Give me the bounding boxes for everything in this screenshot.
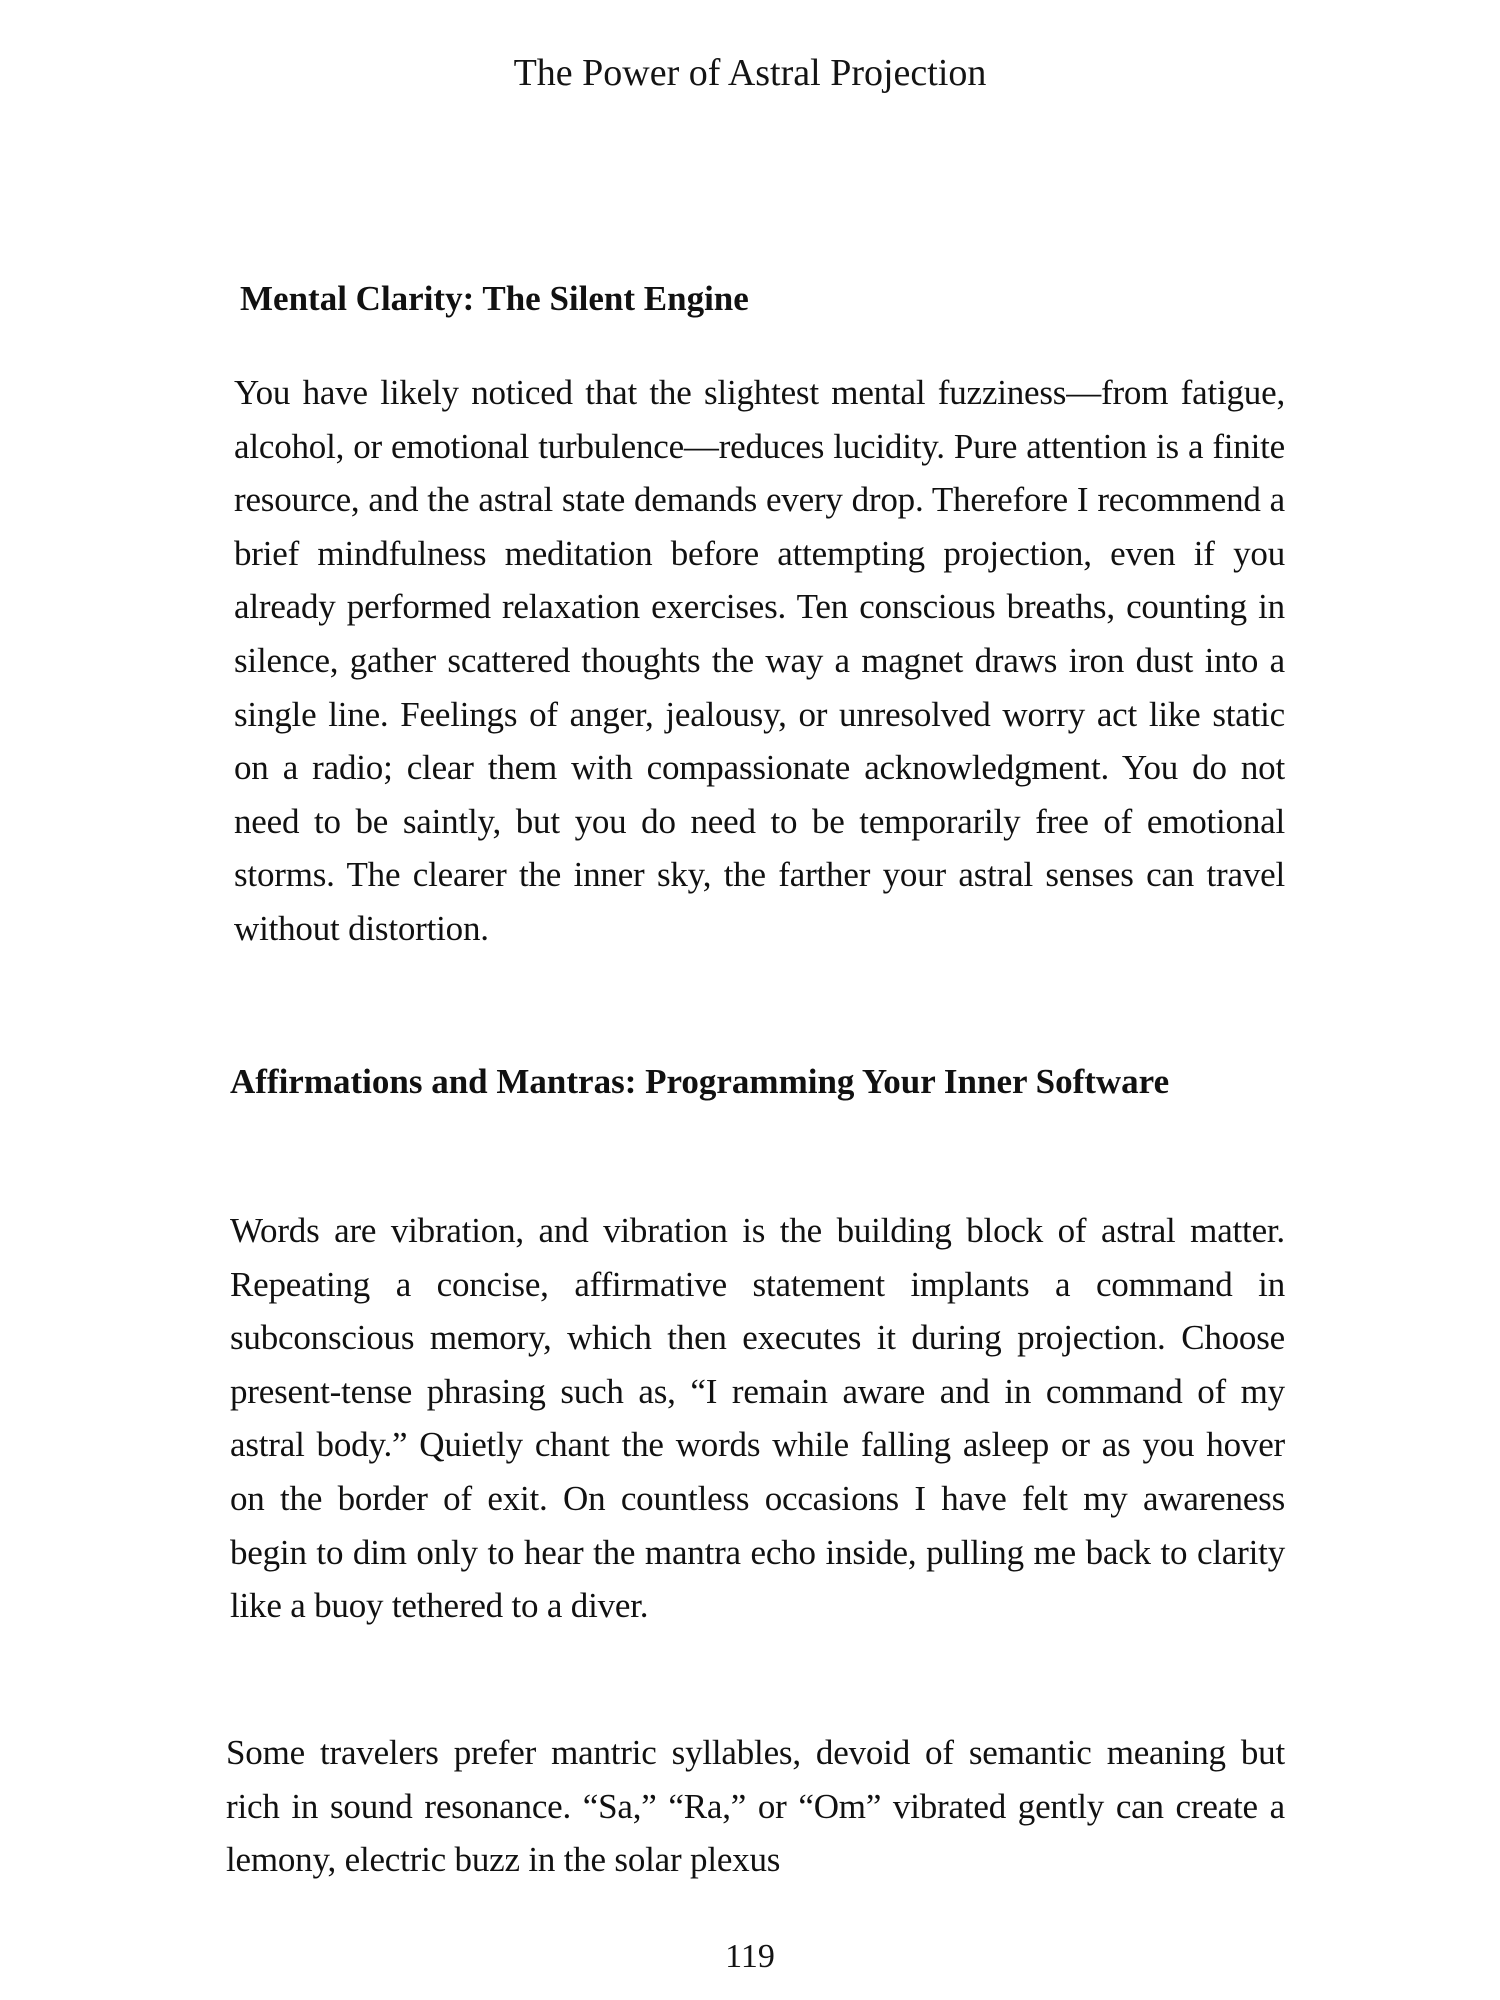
running-header: The Power of Astral Projection <box>513 52 987 94</box>
paragraph-affirmations: Words are vibration, and vibration is the building block of astral matter. Repeating a concise, affirmative statement implants a command in subconscious memory, which then executes it during projection. Choose present-tense phrasing such as, “I remain aware and in command of my astral body.” Quietly chant the words while falling asleep or as you hover on the border of exit. On countless occasions I have felt my awareness begin to dim only to hear the mantra echo inside, pulling me back to clarity like a buoy tethered to a diver. <box>230 1211 1285 1626</box>
paragraph-mental-clarity: You have likely noticed that the slightest mental fuzziness—from fatigue, alcohol, or emotional turbulence—reduces lucidity. Pure attention is a finite resource, and the astral state demands every drop. Therefore I recommend a brief mindfulness meditation before attempting projection, even if you already performed relaxation exercises. Ten conscious breaths, counting in silence, gather scattered thoughts the way a magnet draws iron dust into a single line. Feelings of anger, jealousy, or unresolved worry act like static on a radio; clear them with compassionate acknowledgment. You do not need to be saintly, but you do need to be temporarily free of emotional storms. The clearer the inner sky, the farther your astral senses can travel without distortion. <box>234 373 1285 948</box>
paragraph-mantric-syllables: Some travelers prefer mantric syllables, devoid of semantic meaning but rich in sound resonance. “Sa,” “Ra,” or “Om” vibrated gently can create a lemony, electric buzz in the solar plexus <box>226 1733 1285 1880</box>
section-heading-affirmations-mantras: Affirmations and Mantras: Programming Your Inner Software <box>230 1062 1170 1101</box>
page-number: 119 <box>725 1938 775 1975</box>
section-heading-mental-clarity: Mental Clarity: The Silent Engine <box>240 279 749 318</box>
